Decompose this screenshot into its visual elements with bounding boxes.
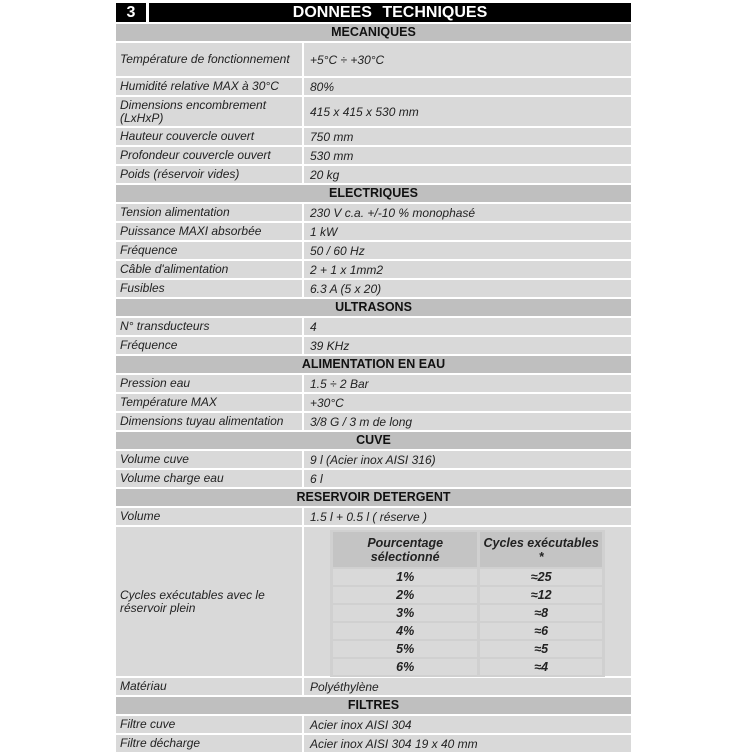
spec-row <box>116 97 631 126</box>
spec-value: 230 V c.a. +/-10 % monophasé <box>304 204 631 221</box>
spec-label: Câble d'alimentation <box>116 261 302 278</box>
spec-label: Pression eau <box>116 375 302 392</box>
table-row <box>333 587 602 603</box>
table-cell: 6% <box>333 659 477 675</box>
spec-value: 50 / 60 Hz <box>304 242 631 259</box>
spec-value: 6.3 A (5 x 20) <box>304 280 631 297</box>
spec-value: 4 <box>304 318 631 335</box>
spec-label: Dimensions tuyau alimentation <box>116 413 302 430</box>
spec-label: Volume cuve <box>116 451 302 468</box>
spec-label: Profondeur couvercle ouvert <box>116 147 302 164</box>
table-cell: 1% <box>333 569 477 585</box>
spec-label: Température de fonctionnement <box>116 43 302 76</box>
table-cell: ≈4 <box>480 659 602 675</box>
section-title-bar <box>116 3 631 22</box>
spec-value: 1.5 ÷ 2 Bar <box>304 375 631 392</box>
spec-row <box>116 242 631 259</box>
spec-row <box>116 337 631 354</box>
section-header: ELECTRIQUES <box>116 185 631 202</box>
spec-label: Volume <box>116 508 302 525</box>
table-cell: 4% <box>333 623 477 639</box>
spec-row <box>116 716 631 733</box>
column-header: Pourcentage sélectionné <box>333 532 477 567</box>
spec-table <box>116 24 631 752</box>
spec-value: 39 KHz <box>304 337 631 354</box>
spec-row <box>116 413 631 430</box>
spec-label: Puissance MAXI absorbée <box>116 223 302 240</box>
spec-label: Matériau <box>116 678 302 695</box>
spec-label: Cycles exécutables avec le réservoir plein <box>116 527 302 676</box>
spec-row <box>116 78 631 95</box>
spec-row <box>116 375 631 392</box>
table-row <box>333 623 602 639</box>
spec-value: 530 mm <box>304 147 631 164</box>
table-cell: 3% <box>333 605 477 621</box>
spec-row <box>116 508 631 525</box>
technical-data-sheet <box>116 3 631 754</box>
spec-row <box>116 394 631 411</box>
section-number: 3 <box>116 3 146 22</box>
spec-label: Fréquence <box>116 242 302 259</box>
page-title: DONNEES TECHNIQUES <box>149 3 631 22</box>
spec-value: 415 x 415 x 530 mm <box>304 97 631 126</box>
spec-value: 1.5 l + 0.5 l ( réserve ) <box>304 508 631 525</box>
table-row <box>333 659 602 675</box>
spec-label: Température MAX <box>116 394 302 411</box>
spec-label: Humidité relative MAX à 30°C <box>116 78 302 95</box>
spec-value: Acier inox AISI 304 19 x 40 mm <box>304 735 631 752</box>
spec-value: 6 l <box>304 470 631 487</box>
spec-row <box>116 678 631 695</box>
spec-row <box>116 223 631 240</box>
table-cell: ≈8 <box>480 605 602 621</box>
spec-row <box>116 470 631 487</box>
spec-value: 2 + 1 x 1mm2 <box>304 261 631 278</box>
table-cell: ≈5 <box>480 641 602 657</box>
table-cell: 2% <box>333 587 477 603</box>
spec-label: Hauteur couvercle ouvert <box>116 128 302 145</box>
table-cell: ≈12 <box>480 587 602 603</box>
spec-label: N° transducteurs <box>116 318 302 335</box>
table-row <box>333 569 602 585</box>
spec-label: Dimensions encombrement (LxHxP) <box>116 97 302 126</box>
spec-value: 750 mm <box>304 128 631 145</box>
cycles-table <box>330 530 605 677</box>
spec-label: Filtre cuve <box>116 716 302 733</box>
spec-row <box>116 204 631 221</box>
section-header: FILTRES <box>116 697 631 714</box>
spec-label: Volume charge eau <box>116 470 302 487</box>
table-header-row <box>333 532 602 567</box>
spec-row <box>116 147 631 164</box>
table-cell: ≈25 <box>480 569 602 585</box>
spec-label: Filtre décharge <box>116 735 302 752</box>
spec-value: Acier inox AISI 304 <box>304 716 631 733</box>
spec-row <box>116 735 631 752</box>
spec-value: 20 kg <box>304 166 631 183</box>
spec-label: Fréquence <box>116 337 302 354</box>
table-row <box>333 641 602 657</box>
table-cell: ≈6 <box>480 623 602 639</box>
spec-value: 80% <box>304 78 631 95</box>
spec-row <box>116 128 631 145</box>
spec-row <box>116 280 631 297</box>
section-header: CUVE <box>116 432 631 449</box>
table-cell: 5% <box>333 641 477 657</box>
spec-row <box>116 261 631 278</box>
spec-row <box>116 43 631 76</box>
table-row <box>333 605 602 621</box>
spec-value: Polyéthylène <box>304 678 631 695</box>
spec-row <box>116 451 631 468</box>
spec-value: 1 kW <box>304 223 631 240</box>
spec-value-table <box>304 527 631 676</box>
section-header: RESERVOIR DETERGENT <box>116 489 631 506</box>
spec-label: Fusibles <box>116 280 302 297</box>
spec-row <box>116 166 631 183</box>
spec-value: 3/8 G / 3 m de long <box>304 413 631 430</box>
section-header: ALIMENTATION EN EAU <box>116 356 631 373</box>
spec-row <box>116 527 631 676</box>
section-header: MECANIQUES <box>116 24 631 41</box>
spec-value: +5°C ÷ +30°C <box>304 43 631 76</box>
spec-value: 9 l (Acier inox AISI 316) <box>304 451 631 468</box>
spec-label: Poids (réservoir vides) <box>116 166 302 183</box>
spec-value: +30°C <box>304 394 631 411</box>
section-header: ULTRASONS <box>116 299 631 316</box>
spec-row <box>116 318 631 335</box>
spec-label: Tension alimentation <box>116 204 302 221</box>
column-header: Cycles exécutables * <box>480 532 602 567</box>
